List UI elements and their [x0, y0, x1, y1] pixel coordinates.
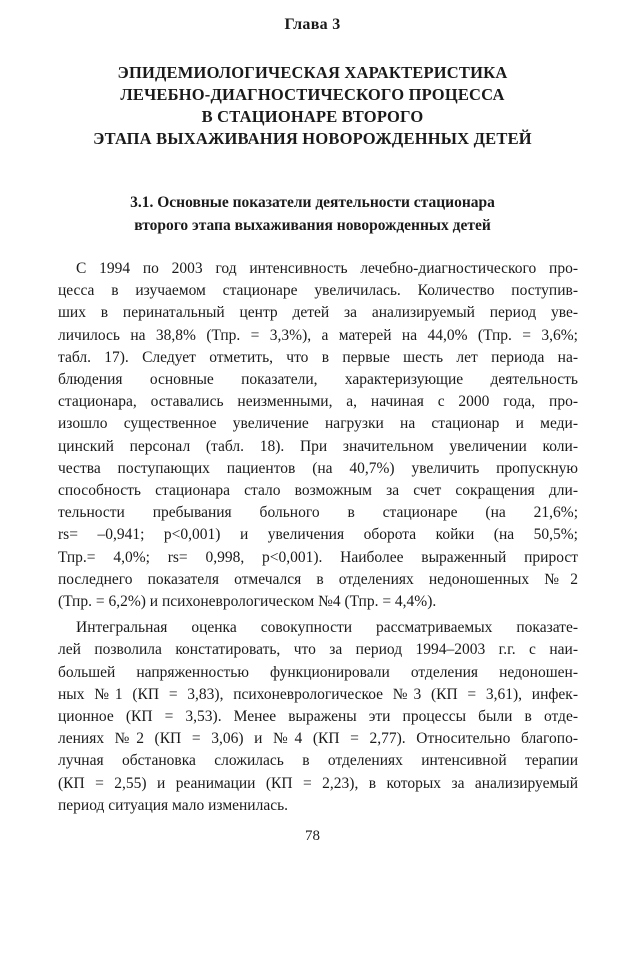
text-line: rs= –0,941; p<0,001) и увеличения оборота койки (на 50,5%;: [58, 526, 578, 544]
text-line: период ситуация мало изменилась.: [58, 796, 289, 814]
text-line: ных №1 (КП = 3,83), психоневрологическое №3 (КП = 3,61), инфек-: [58, 685, 578, 703]
chapter-title-line: ЭТАПА ВЫХАЖИВАНИЯ НОВОРОЖДЕННЫХ ДЕТЕЙ: [93, 129, 532, 148]
chapter-title-line: ЭПИДЕМИОЛОГИЧЕСКАЯ ХАРАКТЕРИСТИКА: [117, 63, 508, 82]
paragraph-1: [58, 258, 578, 613]
text-line: блюдения основные показатели, характеризующие деятельность: [58, 371, 578, 389]
text-line: С 1994 по 2003 год интенсивность лечебно-диагностического про-: [76, 260, 578, 277]
chapter-label: Глава 3: [284, 16, 341, 33]
text-line: Интегральная оценка совокупности рассматриваемых показате-: [76, 619, 578, 637]
text-line: (Тпр. = 6,2%) и психоневрологическом №4 (Тпр. = 4,4%).: [58, 593, 437, 611]
section-title-line: 3.1. Основные показатели деятельности стационара: [130, 194, 495, 211]
text-line: тельности пребывания больного в стационаре (на 21,6%;: [58, 504, 578, 522]
chapter-title: [40, 62, 585, 150]
text-line: последнего показателя отмечался в отделениях недоношенных №2: [58, 570, 578, 588]
text-line: (КП = 2,55) и реанимации (КП = 2,23), в которых за анализируемый: [58, 774, 578, 792]
text-line: чества поступающих пациентов (на 40,7%) увеличить пропускную: [58, 459, 578, 477]
text-line: лей позволила констатировать, что за период 1994–2003 г.г. с наи-: [58, 641, 578, 659]
text-line: цесса в изучаемом стационаре увеличилась. Количество поступив-: [58, 282, 578, 300]
text-line: лучная обстановка сложилась в отделениях интенсивной терапии: [58, 752, 578, 770]
text-line: ших в перинатальный центр детей за анализируемый период уве-: [58, 304, 578, 322]
text-line: изошло существенное увеличение нагрузки на стационар и меди-: [58, 415, 578, 433]
text-line: большей напряженностью функционировали отделения недоношен-: [58, 663, 578, 681]
text-line: личилось на 38,8% (Тпр. = 3,3%), а матерей на 44,0% (Тпр. = 3,6%;: [58, 326, 578, 344]
chapter-title-line: В СТАЦИОНАРЕ ВТОРОГО: [201, 107, 424, 126]
text-line: цинский персонал (табл. 18). При значительном увеличении коли-: [58, 437, 578, 455]
text-line: лениях №2 (КП = 3,06) и №4 (КП = 2,77). Относительно благопо-: [58, 730, 578, 748]
text-line: Тпр.= 4,0%; rs= 0,998, p<0,001). Наиболее выраженный прирост: [58, 548, 578, 566]
text-line: ционное (КП = 3,53). Менее выражены эти процессы были в отде-: [58, 708, 578, 726]
text-line: табл. 17). Следует отметить, что в первые шесть лет периода на-: [58, 348, 578, 366]
paragraph-2: [58, 617, 578, 817]
section-title: [40, 191, 585, 237]
chapter-title-line: ЛЕЧЕБНО-ДИАГНОСТИЧЕСКОГО ПРОЦЕССА: [120, 85, 505, 104]
page-number: 78: [305, 828, 320, 844]
section-title-line: второго этапа выхаживания новорожденных детей: [134, 217, 491, 234]
text-line: стационара, оставались неизменными, а, начиная с 2000 года, про-: [58, 393, 578, 411]
text-line: способность стационара стало возможным за счет сокращения дли-: [58, 482, 578, 500]
body-text: [58, 258, 578, 817]
